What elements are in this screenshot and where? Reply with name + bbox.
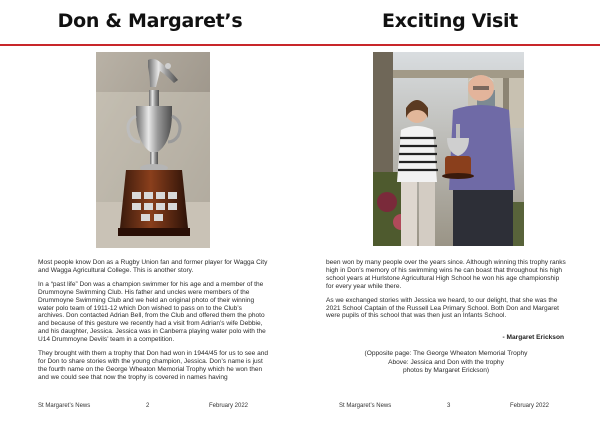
trophy-photo bbox=[96, 52, 210, 248]
footer-publication: St Margaret’s News bbox=[339, 403, 392, 409]
article-text-left bbox=[38, 259, 268, 388]
author-signature: - Margaret Erickson bbox=[502, 334, 564, 341]
caption-line: photos by Margaret Erickson) bbox=[402, 367, 490, 375]
trophy-photo-image bbox=[96, 52, 210, 248]
right-page-text-layer bbox=[300, 0, 600, 424]
paragraph: As we exchanged stories with Jessica we heard, to our delight, that she was the 2021 School Captain of the Russell Lea Primary School. Both Don and Margaret were pupils of this school that was then just an Infants School. bbox=[326, 296, 559, 320]
photo-caption bbox=[326, 350, 566, 376]
footer-date: February 2022 bbox=[510, 403, 550, 409]
paragraph: They brought with them a trophy that Don had won in 1944/45 for us to see and for Don to share stories with the young champion, Jessica. Don’s name is just the fourth name on the George Wheaton Memorial Trophy which he won then and we could see that now the trophy is covered in names having bbox=[38, 350, 269, 381]
footer-publication: St Margaret’s News bbox=[38, 403, 91, 409]
caption-line: (Opposite page: The George Wheaton Memorial Trophy bbox=[364, 350, 528, 357]
footer-date: February 2022 bbox=[209, 403, 249, 409]
title-rule-left bbox=[0, 44, 300, 46]
page-title-right: Exciting Visit bbox=[382, 10, 518, 32]
paragraph: been won by many people over the years since. Although winning this trophy ranks high in Don’s memory of his swimming wins he can boast that throughout his high school years at Hurlstone Agricultural High School he won his age championship for every year while there. bbox=[326, 259, 566, 290]
paragraph: In a “past life” Don was a champion swimmer for his age and a member of the Drummoyne Swimming Club. His father and uncles were members of the Drummoyne Swimming Club and we held an original photo of their winning water polo team of 1911-12 which Don wished to pass on to the Club’s archives. Don contacted Adrian Bell, from the Club and offered them the photo and because of this gesture we recently had a visit from Adrian’s wife Debbie, and his daughter, Jessica. Jessica was in Canberra playing water polo with the U14 Drummoyne Devils’ team in a competition. bbox=[38, 280, 266, 344]
footer-page-number: 3 bbox=[447, 403, 451, 409]
page-title-left: Don & Margaret’s bbox=[57, 10, 243, 32]
article-text-right bbox=[326, 259, 566, 326]
footer-page-number: 2 bbox=[146, 403, 150, 409]
caption-line: Above: Jessica and Don with the trophy bbox=[388, 358, 504, 366]
paragraph: Most people know Don as a Rugby Union fan and former player for Wagga City and Wagga Agricultural College. This is another story. bbox=[38, 259, 268, 274]
